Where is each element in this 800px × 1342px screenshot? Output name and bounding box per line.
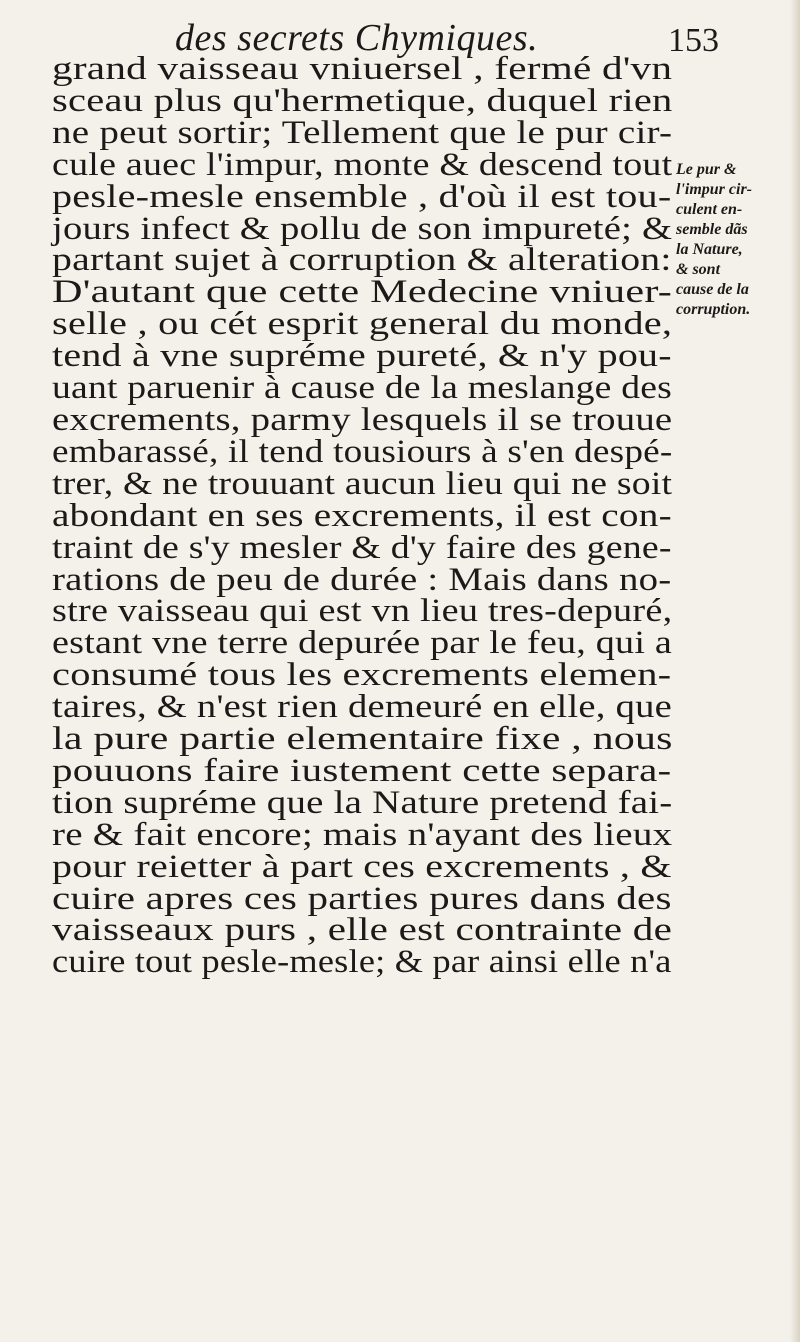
text-line: pouuons faire iustement cette separa- xyxy=(52,752,672,789)
text-line: trer, & ne trouuant aucun lieu qui ne soit xyxy=(52,465,673,502)
margin-note-line: la Nature, xyxy=(676,241,743,258)
text-line: selle , ou cét esprit general du monde, xyxy=(52,306,673,343)
body-text xyxy=(52,51,673,981)
margin-note-line: semble dãs xyxy=(676,221,748,238)
text-line: re & fait encore; mais n'ayant des lieux xyxy=(52,816,673,853)
page-number: 153 xyxy=(668,22,719,59)
text-line: tend à vne supréme pureté, & n'y pou- xyxy=(52,338,672,375)
margin-note-line: l'impur cir- xyxy=(676,181,753,198)
margin-note xyxy=(676,160,798,320)
margin-note-line: culent en- xyxy=(676,201,743,218)
text-line: uant paruenir à cause de la meslange des xyxy=(52,370,673,407)
text-line: sceau plus qu'hermetique, duquel rien xyxy=(52,82,673,119)
text-line: excrements, parmy lesquels il se trouue xyxy=(52,401,673,438)
text-line: grand vaisseau vniuersel , fermé d'vn xyxy=(52,51,673,87)
text-line: abondant en ses excrements, il est con- xyxy=(52,497,672,534)
text-line: consumé tous les excrements elemen- xyxy=(52,657,672,694)
text-line: jours infect & pollu de son impureté; & xyxy=(52,210,673,247)
running-title: des secrets Chymiques. xyxy=(175,17,539,59)
text-line: D'autant que cette Medecine vniuer- xyxy=(52,274,673,311)
text-line: stre vaisseau qui est vn lieu tres-depuré, xyxy=(52,593,673,630)
text-line: estant vne terre depurée par le feu, qui a xyxy=(52,625,673,662)
text-line: cuire apres ces parties pures dans des xyxy=(52,880,672,917)
text-line: cuire tout pesle-mesle; & par ainsi elle n'a xyxy=(52,944,672,981)
text-line: cule auec l'impur, monte & descend tout xyxy=(52,146,673,183)
page-edge-shadow xyxy=(790,0,800,1342)
margin-note-line: corruption. xyxy=(676,301,751,318)
text-line: rations de peu de durée : Mais dans no- xyxy=(52,561,672,598)
margin-note-line: cause de la xyxy=(676,281,749,298)
text-line: vaisseaux purs , elle est contrainte de xyxy=(52,912,673,949)
margin-note-line: Le pur & xyxy=(676,161,737,178)
text-line: pour reietter à part ces excrements , & xyxy=(52,848,672,885)
text-line: tion supréme que la Nature pretend fai- xyxy=(52,784,673,821)
text-line: embarassé, il tend tousiours à s'en despé- xyxy=(52,433,673,470)
margin-note-line: & sont xyxy=(676,261,721,278)
text-line: traint de s'y mesler & d'y faire des gene- xyxy=(52,529,672,566)
text-line: partant sujet à corruption & alteration: xyxy=(52,242,672,279)
text-line: ne peut sortir; Tellement que le pur cir- xyxy=(52,114,673,151)
text-line: la pure partie elementaire fixe , nous xyxy=(52,721,673,758)
text-line: pesle-mesle ensemble , d'où il est tou- xyxy=(52,178,672,215)
text-line: taires, & n'est rien demeuré en elle, que xyxy=(52,689,673,726)
